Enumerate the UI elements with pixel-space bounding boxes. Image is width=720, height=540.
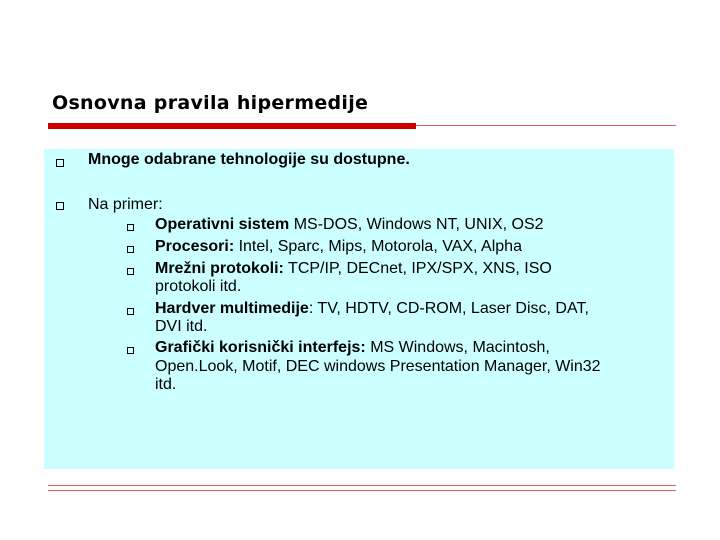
hollow-square-icon xyxy=(127,308,134,315)
hollow-square-icon xyxy=(127,224,134,231)
subbullet-3-line-1 xyxy=(155,259,552,279)
subbullet-5-line-2: Open.Look, Motif, DEC windows Presentation Manager, Win32 xyxy=(155,358,601,375)
subbullet-2-rest: Intel, Sparc, Mips, Motorola, VAX, Alpha xyxy=(234,238,522,255)
bullet-1-text: Mnoge odabrane tehnologije su dostupne. xyxy=(88,151,410,168)
hollow-square-icon xyxy=(56,159,64,167)
subbullet-2-bold: Procesori: xyxy=(155,238,235,255)
hollow-square-icon xyxy=(127,347,134,354)
subbullet-3-rest: TCP/IP, DECnet, IPX/SPX, XNS, ISO xyxy=(283,260,552,277)
footer-rule-2 xyxy=(48,490,676,491)
slide-title: Osnovna pravila hipermedije xyxy=(52,92,369,114)
subbullet-5-bold: Grafički korisnički interfejs: xyxy=(155,339,366,356)
subbullet-1-rest: MS-DOS, Windows NT, UNIX, OS2 xyxy=(289,216,544,233)
subbullet-2-line-1 xyxy=(155,237,522,257)
footer-rule-1 xyxy=(48,485,676,486)
subbullet-1-bold: Operativni sistem xyxy=(155,216,290,233)
hollow-square-icon xyxy=(127,246,134,253)
title-underline-thick xyxy=(48,123,416,129)
subbullet-5-rest: MS Windows, Macintosh, xyxy=(365,339,550,356)
hollow-square-icon xyxy=(127,268,134,275)
subbullet-5-line-3: itd. xyxy=(155,376,177,393)
subbullet-3-line-2: protokoli itd. xyxy=(155,278,242,295)
subbullet-4-line-1 xyxy=(155,299,589,319)
subbullet-5-line-1 xyxy=(155,338,550,358)
content-panel xyxy=(44,149,674,469)
subbullet-1-line-1 xyxy=(155,215,544,235)
bullet-2-text: Na primer: xyxy=(88,196,163,213)
subbullet-3-bold: Mrežni protokoli: xyxy=(155,260,284,277)
title-underline-thin xyxy=(416,125,676,126)
subbullet-4-line-2: DVI itd. xyxy=(155,318,208,335)
hollow-square-icon xyxy=(56,202,64,210)
subbullet-4-bold: Hardver multimedije xyxy=(155,300,309,317)
subbullet-4-rest: : TV, HDTV, CD-ROM, Laser Disc, DAT, xyxy=(308,300,589,317)
